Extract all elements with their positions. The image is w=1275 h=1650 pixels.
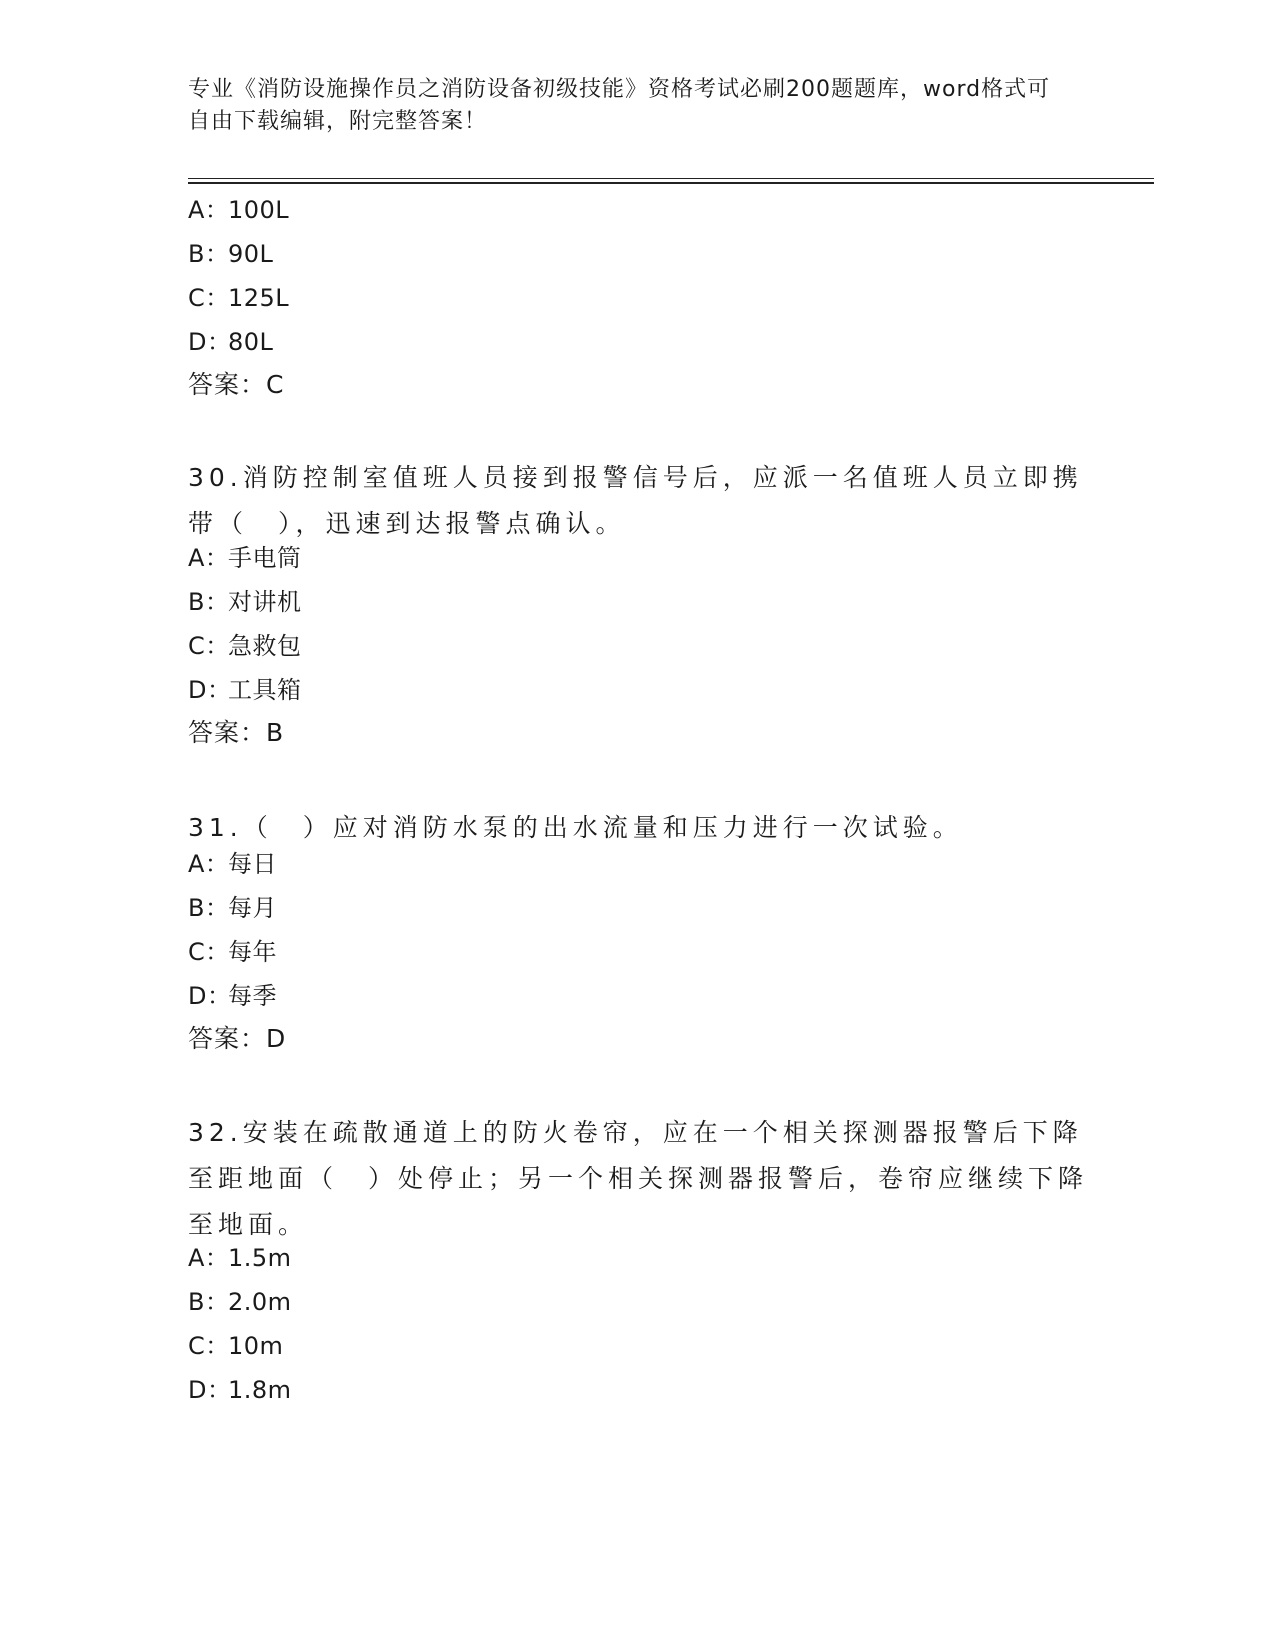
q32-option-b: B：2.0m: [188, 1288, 292, 1316]
q31-question: 31.（ ）应对消防水泵的出水流量和压力进行一次试验。: [188, 813, 963, 842]
q31-option-d: D：每季: [188, 982, 277, 1010]
q31-option-a: A：每日: [188, 850, 277, 878]
q30-question: 30.消防控制室值班人员接到报警信号后，应派一名值班人员立即携带（ ），迅速到达报警点确认。: [188, 463, 1083, 538]
header-divider-thick: [188, 182, 1154, 184]
q29-option-b: B：90L: [188, 240, 274, 268]
q30-option-c: C：急救包: [188, 632, 302, 660]
q32-question: 32.安装在疏散通道上的防火卷帘，应在一个相关探测器报警后下降至距地面（ ）处停止；另一个相关探测器报警后，卷帘应继续下降至地面。: [188, 1118, 1089, 1239]
q32-option-a: A：1.5m: [188, 1244, 292, 1272]
q30-answer: 答案：B: [188, 718, 285, 747]
q31-option-c: C：每年: [188, 938, 277, 966]
document-title: 专业《消防设施操作员之消防设备初级技能》资格考试必刷200题题库，word格式可自由下载编辑，附完整答案！: [188, 77, 1051, 134]
q29-option-c: C：125L: [188, 284, 290, 312]
q30-option-d: D：工具箱: [188, 676, 302, 704]
q29-option-d: D：80L: [188, 328, 274, 356]
q31-option-b: B：每月: [188, 894, 277, 922]
q30-option-a: A：手电筒: [188, 544, 302, 572]
q30-option-b: B：对讲机: [188, 588, 302, 616]
q29-option-a: A：100L: [188, 196, 290, 224]
q29-answer: 答案：C: [188, 370, 285, 399]
header-divider-thin: [188, 178, 1154, 179]
q32-option-d: D：1.8m: [188, 1376, 292, 1404]
q31-answer: 答案：D: [188, 1024, 287, 1053]
q32-option-c: C：10m: [188, 1332, 284, 1360]
